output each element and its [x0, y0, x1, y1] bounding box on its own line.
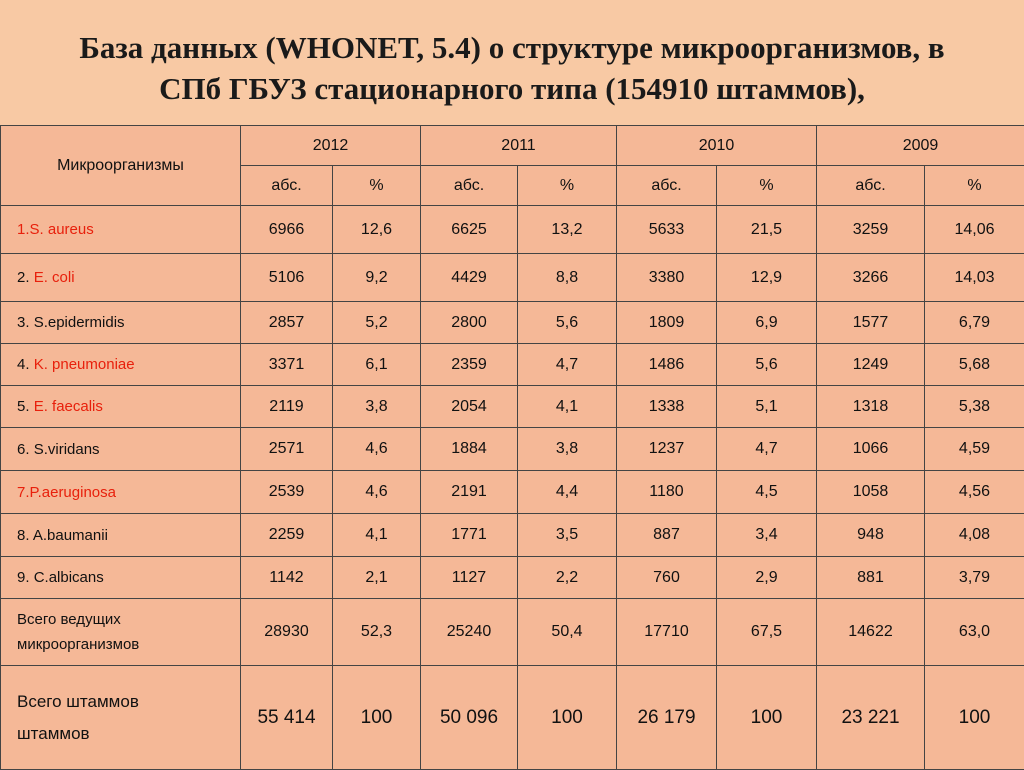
organism-label: K. pneumoniae	[34, 356, 135, 373]
percent-value-cell: 9,2	[333, 254, 421, 302]
microorganism-name	[1, 344, 241, 386]
abs-value-cell: 2359	[421, 344, 518, 386]
subheader-cell: абс.	[241, 166, 333, 206]
table-row	[1, 206, 1024, 254]
abs-value-cell: 5106	[241, 254, 333, 302]
percent-value-cell: 3,8	[333, 386, 421, 428]
percent-value-cell: 4,7	[518, 344, 617, 386]
leading-total-label-line2: микроорганизмов	[17, 632, 240, 657]
leading-total-label-line1: Всего ведущих	[17, 607, 240, 632]
leading-total-cell: 14622	[817, 599, 925, 666]
leading-total-row	[1, 599, 1024, 666]
row-number: 6.	[17, 441, 30, 458]
percent-value-cell: 2,1	[333, 557, 421, 599]
leading-total-cell: 25240	[421, 599, 518, 666]
percent-value-cell: 4,1	[333, 514, 421, 557]
strain-total-cell: 100	[333, 666, 421, 770]
row-number: 5.	[17, 398, 30, 415]
strain-total-cell: 100	[717, 666, 817, 770]
percent-value-cell: 5,38	[925, 386, 1024, 428]
table-row	[1, 428, 1024, 471]
abs-value-cell: 760	[617, 557, 717, 599]
strain-total-cell: 55 414	[241, 666, 333, 770]
organism-label: A.baumanii	[33, 527, 108, 544]
row-number: 4.	[17, 356, 30, 373]
microorganism-name	[1, 471, 241, 514]
abs-value-cell: 2800	[421, 302, 518, 344]
abs-value-cell: 2571	[241, 428, 333, 471]
abs-value-cell: 1486	[617, 344, 717, 386]
percent-value-cell: 14,06	[925, 206, 1024, 254]
microorganism-name	[1, 254, 241, 302]
percent-value-cell: 3,79	[925, 557, 1024, 599]
microorganism-name	[1, 386, 241, 428]
abs-value-cell: 3371	[241, 344, 333, 386]
abs-value-cell: 2191	[421, 471, 518, 514]
abs-value-cell: 1809	[617, 302, 717, 344]
abs-value-cell: 5633	[617, 206, 717, 254]
table-row	[1, 386, 1024, 428]
subheader-cell: %	[518, 166, 617, 206]
strain-total-cell: 26 179	[617, 666, 717, 770]
abs-value-cell: 1318	[817, 386, 925, 428]
abs-value-cell: 1771	[421, 514, 518, 557]
title-line-2: СПб ГБУЗ стационарного типа (154910 штаммов),	[0, 68, 1024, 109]
year-header: 2009	[817, 126, 1024, 166]
percent-value-cell: 5,68	[925, 344, 1024, 386]
subheader-cell: %	[925, 166, 1024, 206]
table-row	[1, 514, 1024, 557]
percent-value-cell: 5,6	[717, 344, 817, 386]
abs-value-cell: 1180	[617, 471, 717, 514]
abs-value-cell: 6625	[421, 206, 518, 254]
table-row	[1, 302, 1024, 344]
organism-label: S. aureus	[30, 221, 94, 238]
leading-total-cell: 17710	[617, 599, 717, 666]
percent-value-cell: 6,9	[717, 302, 817, 344]
percent-value-cell: 13,2	[518, 206, 617, 254]
table-row	[1, 471, 1024, 514]
percent-value-cell: 4,4	[518, 471, 617, 514]
table-row	[1, 557, 1024, 599]
organism-label: C.albicans	[34, 569, 104, 586]
abs-value-cell: 948	[817, 514, 925, 557]
abs-value-cell: 2259	[241, 514, 333, 557]
percent-value-cell: 3,4	[717, 514, 817, 557]
subheader-cell: абс.	[421, 166, 518, 206]
abs-value-cell: 1577	[817, 302, 925, 344]
abs-value-cell: 3259	[817, 206, 925, 254]
subheader-cell: %	[717, 166, 817, 206]
percent-value-cell: 4,1	[518, 386, 617, 428]
table-row	[1, 254, 1024, 302]
percent-value-cell: 3,5	[518, 514, 617, 557]
row-number: 8.	[17, 527, 30, 544]
percent-value-cell: 2,2	[518, 557, 617, 599]
percent-value-cell: 6,1	[333, 344, 421, 386]
leading-total-cell: 52,3	[333, 599, 421, 666]
abs-value-cell: 1884	[421, 428, 518, 471]
microorganism-name	[1, 302, 241, 344]
leading-total-cell: 67,5	[717, 599, 817, 666]
abs-value-cell: 1237	[617, 428, 717, 471]
strain-total-cell: 50 096	[421, 666, 518, 770]
row-number: 3.	[17, 314, 30, 331]
microorganism-name	[1, 428, 241, 471]
percent-value-cell: 5,2	[333, 302, 421, 344]
strain-total-cell: 23 221	[817, 666, 925, 770]
microorganism-name	[1, 514, 241, 557]
abs-value-cell: 2119	[241, 386, 333, 428]
abs-value-cell: 2857	[241, 302, 333, 344]
strain-total-label	[1, 666, 241, 770]
abs-value-cell: 1127	[421, 557, 518, 599]
percent-value-cell: 4,08	[925, 514, 1024, 557]
percent-value-cell: 4,6	[333, 471, 421, 514]
strain-total-label-line1: Всего штаммов	[17, 686, 240, 718]
percent-value-cell: 12,9	[717, 254, 817, 302]
percent-value-cell: 6,79	[925, 302, 1024, 344]
abs-value-cell: 887	[617, 514, 717, 557]
organism-label: S.epidermidis	[34, 314, 125, 331]
subheader-cell: %	[333, 166, 421, 206]
abs-value-cell: 1142	[241, 557, 333, 599]
percent-value-cell: 5,6	[518, 302, 617, 344]
row-number: 2.	[17, 269, 30, 286]
percent-value-cell: 3,8	[518, 428, 617, 471]
abs-value-cell: 2539	[241, 471, 333, 514]
abs-value-cell: 2054	[421, 386, 518, 428]
strain-total-cell: 100	[925, 666, 1024, 770]
organism-label: E. coli	[34, 269, 75, 286]
percent-value-cell: 4,56	[925, 471, 1024, 514]
abs-value-cell: 881	[817, 557, 925, 599]
strain-total-label-line2: штаммов	[17, 718, 240, 750]
subheader-cell: абс.	[817, 166, 925, 206]
organism-label: E. faecalis	[34, 398, 103, 415]
microorganism-table	[0, 125, 1024, 770]
percent-value-cell: 8,8	[518, 254, 617, 302]
percent-value-cell: 12,6	[333, 206, 421, 254]
leading-total-cell: 28930	[241, 599, 333, 666]
subheader-cell: абс.	[617, 166, 717, 206]
abs-value-cell: 1338	[617, 386, 717, 428]
abs-value-cell: 1066	[817, 428, 925, 471]
percent-value-cell: 4,59	[925, 428, 1024, 471]
abs-value-cell: 6966	[241, 206, 333, 254]
leading-total-cell: 50,4	[518, 599, 617, 666]
abs-value-cell: 4429	[421, 254, 518, 302]
strain-total-row	[1, 666, 1024, 770]
percent-value-cell: 4,6	[333, 428, 421, 471]
abs-value-cell: 1058	[817, 471, 925, 514]
abs-value-cell: 1249	[817, 344, 925, 386]
strain-total-cell: 100	[518, 666, 617, 770]
percent-value-cell: 4,5	[717, 471, 817, 514]
microorganism-name	[1, 206, 241, 254]
title-line-1: База данных (WHONET, 5.4) о структуре микроорганизмов, в	[0, 27, 1024, 68]
abs-value-cell: 3266	[817, 254, 925, 302]
year-header: 2010	[617, 126, 817, 166]
microorganism-name	[1, 557, 241, 599]
row-header-label: Микроорганизмы	[1, 126, 241, 206]
percent-value-cell: 5,1	[717, 386, 817, 428]
percent-value-cell: 21,5	[717, 206, 817, 254]
percent-value-cell: 2,9	[717, 557, 817, 599]
percent-value-cell: 14,03	[925, 254, 1024, 302]
year-header: 2011	[421, 126, 617, 166]
row-number: 9.	[17, 569, 30, 586]
percent-value-cell: 4,7	[717, 428, 817, 471]
year-header: 2012	[241, 126, 421, 166]
organism-label: P.aeruginosa	[30, 484, 116, 501]
abs-value-cell: 3380	[617, 254, 717, 302]
organism-label: S.viridans	[34, 441, 100, 458]
slide-title	[0, 0, 1024, 125]
row-number: 1.	[17, 221, 30, 238]
row-number: 7.	[17, 484, 30, 501]
leading-total-cell: 63,0	[925, 599, 1024, 666]
table-row	[1, 344, 1024, 386]
leading-total-label	[1, 599, 241, 666]
year-header-row	[1, 126, 1024, 166]
